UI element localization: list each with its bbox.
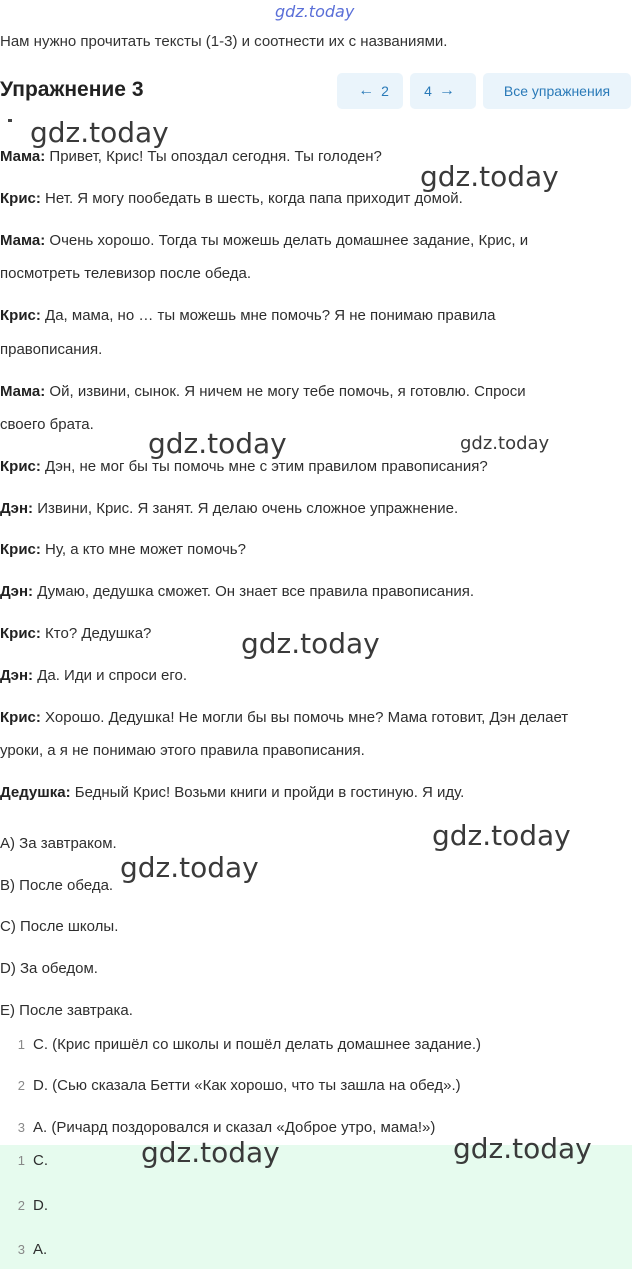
dialogue-line [0,784,464,801]
watermark: gdz.today [432,819,571,852]
answer-text: A. [33,1241,48,1258]
watermark: gdz.today [141,1136,280,1169]
line-text: Бедный Крис! Возьми книги и пройди в гостиную. Я иду. [70,784,465,801]
speaker: Крис: [0,190,41,207]
next-exercise-button[interactable] [410,73,476,109]
speaker: Дедушка: [0,784,71,801]
line-text: Кто? Дедушка? [40,625,152,642]
line-text: Привет, Крис! Ты опоздал сегодня. Ты голоден? [45,148,382,165]
speaker: Дэн: [0,500,34,517]
option-item: B) После обеда. [0,877,114,894]
dialogue-line [0,742,365,759]
line-text: Да, мама, но … ты можешь мне помочь? Я не понимаю правила [40,307,496,324]
line-text: Очень хорошо. Тогда ты можешь делать домашнее задание, Крис, и [45,232,529,249]
speaker: Мама: [0,383,46,400]
answer-number: 1 [17,1153,25,1168]
speaker: Крис: [0,307,41,324]
dialogue-line [0,190,463,207]
item-number: 2 [17,1078,25,1093]
item-text: C. (Крис пришёл со школы и пошёл делать домашнее задание.) [33,1036,482,1053]
line-text: уроки, а я не понимаю этого правила правописания. [0,742,365,759]
line-text: Да. Иди и спроси его. [33,667,188,684]
prev-exercise-button[interactable] [337,73,403,109]
line-text: Нет. Я могу пообедать в шесть, когда папа приходит домой. [40,190,463,207]
line-text: Дэн, не мог бы ты помочь мне с этим правилом правописания? [40,458,488,475]
intro-text: Нам нужно прочитать тексты (1-3) и соотнести их с названиями. [0,33,448,50]
item-number: 1 [17,1037,25,1052]
speaker: Мама: [0,148,46,165]
dialogue-line [0,583,474,600]
watermark: gdz.today [453,1132,592,1165]
dialogue-line [0,709,568,726]
all-exercises-button[interactable] [483,73,631,109]
text-item [0,1077,461,1094]
dialogue-line [0,667,187,684]
speaker: Дэн: [0,583,34,600]
item-text: A. (Ричард поздоровался и сказал «Доброе утро, мама!») [33,1119,436,1136]
answer-text: D. [33,1197,48,1214]
dialogue-line [0,265,251,282]
watermark: gdz.today [420,160,559,193]
line-text: Ой, извини, сынок. Я ничем не могу тебе помочь, я готовлю. Спроси [45,383,526,400]
answer-text: C. [33,1152,48,1169]
item-text: D. (Сью сказала Бетти «Как хорошо, что ты зашла на обед».) [33,1077,461,1094]
speaker: Дэн: [0,667,34,684]
dialogue-line [0,341,102,358]
dialogue-line [0,383,526,400]
arrow-right-icon: → [438,82,455,99]
tick-mark [8,119,12,122]
dialogue-line [0,416,94,433]
watermark: gdz.today [120,851,259,884]
line-text: Извини, Крис. Я занят. Я делаю очень сложное упражнение. [33,500,459,517]
text-item [0,1119,435,1136]
line-text: правописания. [0,341,103,358]
watermark: gdz.today [460,433,550,454]
option-item: D) За обедом. [0,960,98,977]
next-exercise-label: 4 [424,83,432,99]
speaker: Крис: [0,541,41,558]
answer-item [0,1197,48,1214]
answer-number: 3 [17,1242,25,1257]
dialogue-line [0,500,458,517]
dialogue-line [0,625,151,642]
arrow-left-icon: ← [358,82,375,99]
option-item: E) После завтрака. [0,1002,133,1019]
item-number: 3 [17,1120,25,1135]
option-item: C) После школы. [0,918,119,935]
dialogue-line [0,232,528,249]
answer-item [0,1152,48,1169]
exercise-title: Упражнение 3 [0,78,144,101]
line-text: своего брата. [0,416,94,433]
speaker: Крис: [0,458,41,475]
line-text: Думаю, дедушка сможет. Он знает все правила правописания. [33,583,475,600]
watermark-top: gdz.today [275,2,355,21]
line-text: посмотреть телевизор после обеда. [0,265,252,282]
dialogue-line [0,307,495,324]
option-item: A) За завтраком. [0,835,117,852]
watermark: gdz.today [241,627,380,660]
all-exercises-label: Все упражнения [503,83,611,99]
answer-item [0,1241,47,1258]
watermark: gdz.today [148,427,287,460]
dialogue-line [0,458,488,475]
speaker: Крис: [0,709,41,726]
dialogue-line [0,148,382,165]
line-text: Ну, а кто мне может помочь? [40,541,246,558]
watermark: gdz.today [30,116,169,149]
speaker: Крис: [0,625,41,642]
dialogue-line [0,541,246,558]
line-text: Хорошо. Дедушка! Не могли бы вы помочь мне? Мама готовит, Дэн делает [40,709,569,726]
text-item [0,1036,481,1053]
prev-exercise-label: 2 [381,83,389,99]
speaker: Мама: [0,232,46,249]
answer-number: 2 [17,1198,25,1213]
